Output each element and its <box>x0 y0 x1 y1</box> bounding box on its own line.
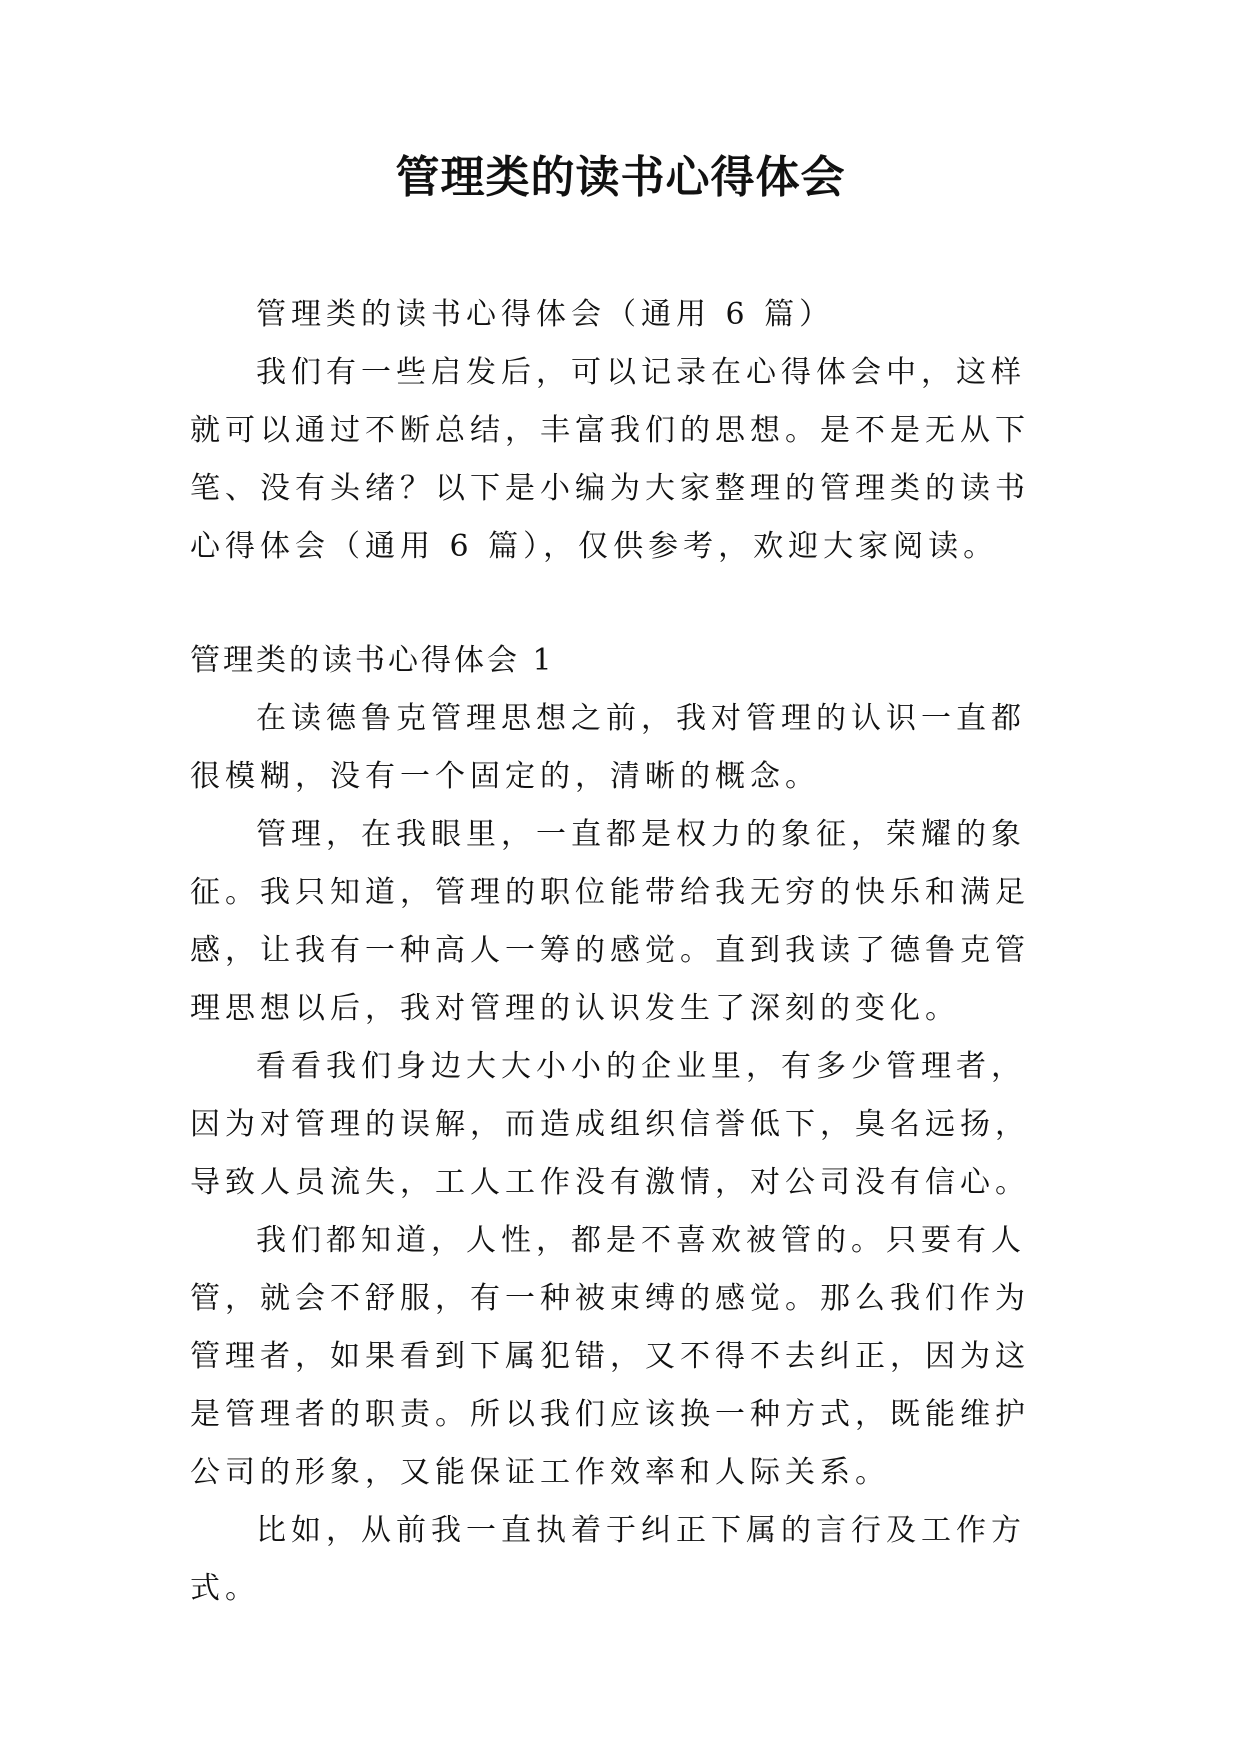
body-paragraph: 在读德鲁克管理思想之前，我对管理的认识一直都很模糊，没有一个固定的，清晰的概念。 <box>190 701 1026 794</box>
intro-paragraph: 我们有一些启发后，可以记录在心得体会中，这样就可以通过不断总结，丰富我们的思想。是不是无从下笔、没有头绪？以下是小编为大家整理的管理类的读书心得体会（通用 6 篇），仅供参考，欢迎大家阅读。 <box>190 355 1030 564</box>
document-title: 管理类的读书心得体会 <box>395 152 846 203</box>
body-paragraph: 比如，从前我一直执着于纠正下属的言行及工作方式。 <box>190 1513 1026 1606</box>
document-body <box>190 286 1050 1618</box>
body-paragraph: 看看我们身边大大小小的企业里，有多少管理者，因为对管理的误解，而造成组织信誉低下，臭名远扬，导致人员流失，工人工作没有激情，对公司没有信心。 <box>190 1049 1030 1200</box>
intro-subtitle: 管理类的读书心得体会（通用 6 篇） <box>256 297 835 332</box>
body-paragraph: 管理，在我眼里，一直都是权力的象征，荣耀的象征。我只知道，管理的职位能带给我无穷的快乐和满足感，让我有一种高人一筹的感觉。直到我读了德鲁克管理思想以后，我对管理的认识发生了深刻的变化。 <box>190 817 1030 1026</box>
section-heading: 管理类的读书心得体会 1 <box>190 643 555 678</box>
body-paragraph: 我们都知道，人性，都是不喜欢被管的。只要有人管，就会不舒服，有一种被束缚的感觉。那么我们作为管理者，如果看到下属犯错，又不得不去纠正，因为这是管理者的职责。所以我们应该换一种方式，既能维护公司的形象，又能保证工作效率和人际关系。 <box>190 1223 1030 1490</box>
